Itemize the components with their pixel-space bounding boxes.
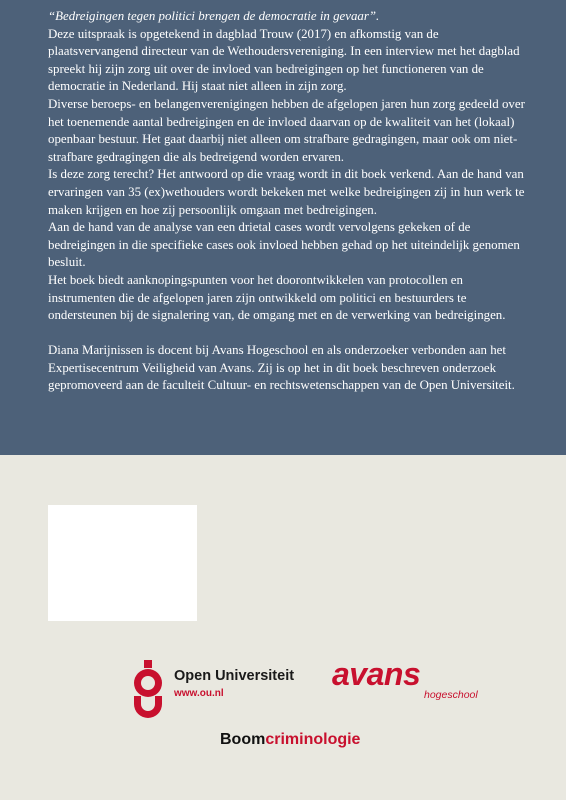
publisher-name-part-2: criminologie bbox=[265, 731, 361, 748]
blurb-paragraph-1: Deze uitspraak is opgetekend in dagblad Trouw (2017) en afkomstig van de plaatsvervangend directeur van de Wethoudersvereniging. In een interview met het dagblad spreekt hij zijn zorg uit over de invloed van bedreigingen op het functioneren van de democratie in Nederland. Hij staat niet alleen in zijn zorg. bbox=[48, 26, 520, 94]
ou-url: www.ou.nl bbox=[174, 688, 224, 699]
author-bio: Diana Marijnissen is docent bij Avans Hogeschool en als onderzoeker verbonden aan het Expertisecentrum Veiligheid van Avans. Zij is op het in dit boek beschreven onderzoek gepromoveerd aan de faculteit Cultuur- en rechtswetenschappen van de Open Universiteit. bbox=[48, 343, 515, 393]
blurb-paragraph-5: Het boek biedt aanknopingspunten voor het doorontwikkelen van protocollen en instrumenten die de afgelopen jaren zijn ontwikkeld om politici en bestuurders te ondersteunen bij de signalering van, de omgang met en de verwerking van bedreigingen. bbox=[48, 272, 506, 323]
avans-logo bbox=[332, 656, 482, 704]
avans-name: avans bbox=[332, 656, 421, 692]
open-universiteit-logo bbox=[128, 658, 314, 720]
blurb-paragraph-4: Aan de hand van de analyse van een drietal cases wordt vervolgens gekeken of de bedreigingen in die specifieke cases ook invloed hebben gehad op het uiteindelijk genomen besluit. bbox=[48, 220, 520, 270]
ou-name: Open Universiteit bbox=[174, 668, 295, 684]
publisher-name-part-1: Boom bbox=[220, 731, 266, 748]
publisher-logo bbox=[220, 731, 360, 749]
ou-logo-icon bbox=[128, 658, 168, 718]
blurb-paragraph-3: Is deze zorg terecht? Het antwoord op die vraag wordt in dit boek verkend. Aan de hand van ervaringen van 35 (ex)wethouders wordt bekeken met welke bedreigingen zij in hun werk te maken krijgen en hoe zij persoonlijk omgaan met bedreigingen. bbox=[48, 167, 525, 217]
opening-quote: “Bedreigingen tegen politici brengen de democratie in gevaar”. bbox=[48, 9, 380, 23]
barcode-placeholder bbox=[48, 505, 197, 621]
avans-subtitle: hogeschool bbox=[424, 689, 478, 701]
blurb-paragraph-2: Diverse beroeps- en belangenverenigingen hebben de afgelopen jaren hun zorg gedeeld over het toenemende aantal bedreigingen en de invloed daarvan op de kwaliteit van het (lokaal) openbaar bestuur. Het gaat daarbij niet alleen om strafbare gedragingen, maar ook om niet-strafbare gedragingen die als bedreigend worden ervaren. bbox=[48, 96, 525, 164]
